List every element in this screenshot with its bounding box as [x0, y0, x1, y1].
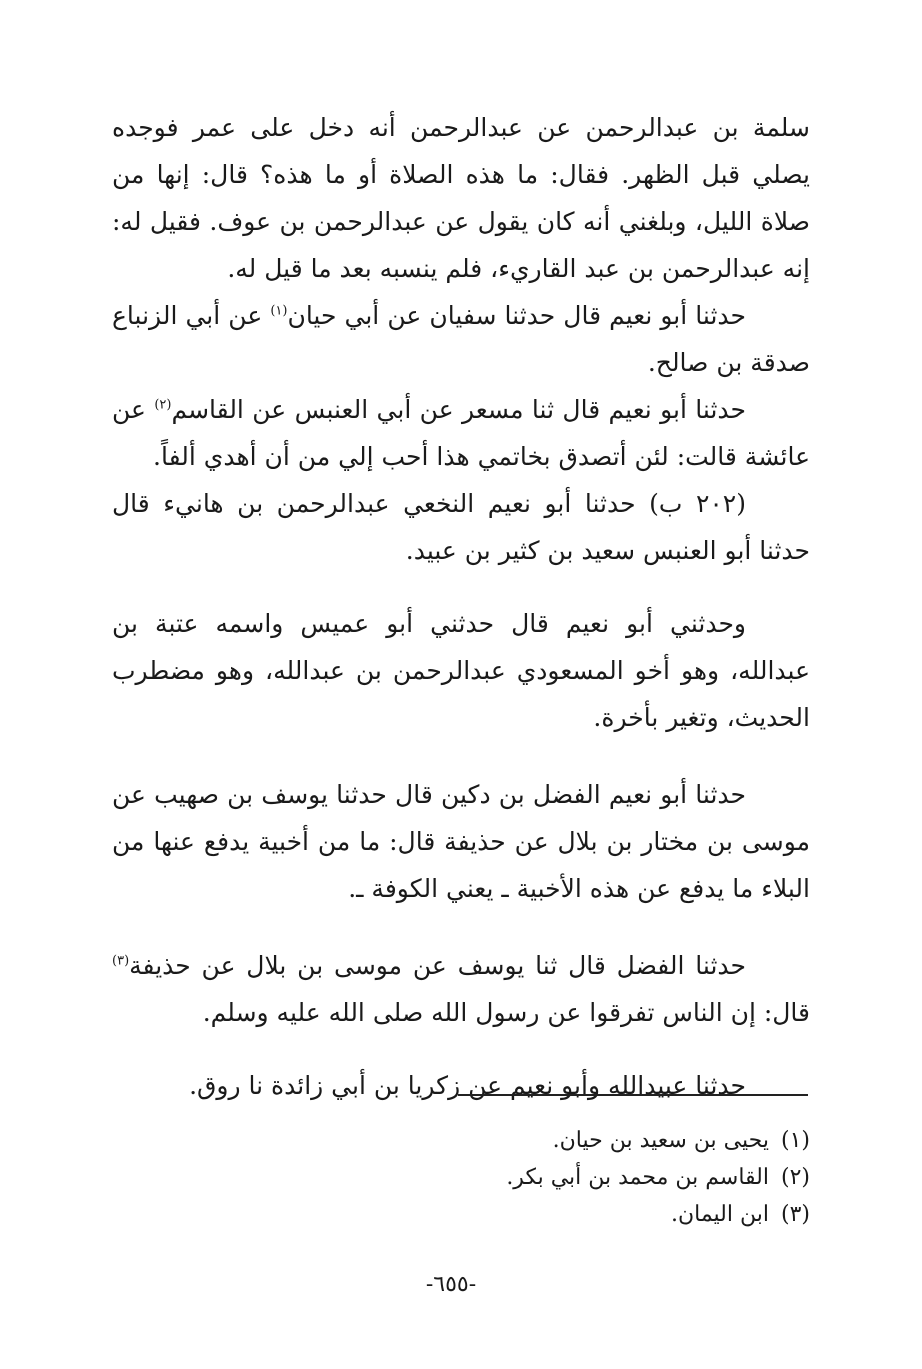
footnote-1-text: يحيى بن سعيد بن حيان. — [552, 1128, 769, 1153]
paragraph-3 — [112, 386, 810, 480]
paragraph-2-text-before: حدثنا أبو نعيم قال حدثنا سفيان عن أبي حيان — [287, 301, 746, 330]
footnote-2 — [200, 1159, 810, 1196]
footnote-1-number: (١) — [780, 1128, 810, 1153]
paragraph-6 — [112, 771, 810, 912]
page-number: -٦٥٥- — [425, 1272, 477, 1297]
paragraph-5-text: وحدثني أبو نعيم قال حدثني أبو عميس واسمه عتبة بن عبدالله، وهو أخو المسعودي عبدالرحمن بن عبدالله، وهو مضطرب الحديث، وتغير بأخرة. — [112, 609, 810, 732]
paragraph-7-text-after: قال: إن الناس تفرقوا عن رسول الله صلى الله عليه وسلم. — [202, 998, 810, 1027]
paragraph-7 — [112, 942, 810, 1036]
spacer — [112, 574, 810, 600]
footnote-2-text: القاسم بن محمد بن أبي بكر. — [506, 1165, 769, 1190]
spacer — [112, 1036, 810, 1062]
footnotes — [200, 1122, 810, 1233]
footnote-3 — [200, 1196, 810, 1233]
paragraph-2 — [112, 292, 810, 386]
paragraph-4-text: (٢٠٢ ب) حدثنا أبو نعيم النخعي عبدالرحمن بن هانيء قال حدثنا أبو العنبس سعيد بن كثير بن عبيد. — [112, 489, 810, 565]
footnote-3-number: (٣) — [780, 1202, 810, 1227]
paragraph-4 — [112, 480, 810, 574]
footnote-ref-1: (١) — [270, 303, 288, 319]
paragraph-3-text-before: حدثنا أبو نعيم قال ثنا مسعر عن أبي العنبس عن القاسم — [171, 395, 746, 424]
paragraph-1 — [112, 104, 810, 292]
footnote-ref-3: (٣) — [112, 953, 130, 969]
paragraph-8-text: حدثنا عبيدالله وأبو نعيم عن زكريا بن أبي زائدة نا روق. — [189, 1071, 746, 1100]
paragraph-1-text: سلمة بن عبدالرحمن عن عبدالرحمن أنه دخل على عمر فوجده يصلي قبل الظهر. فقال: ما هذه الصلاة أو ما هذه؟ قال: إنها من صلاة الليل، وبلغني أنه كان يقول عن عبدالرحمن بن عوف. فقيل له: إنه عبدالرحمن بن عبد القاريء، فلم ينسبه بعد ما قيل له. — [112, 113, 810, 283]
paragraph-7-text-before: حدثنا الفضل قال ثنا يوسف عن موسى بن بلال عن حذيفة — [129, 951, 746, 980]
paragraph-5 — [112, 600, 810, 741]
paragraph-3-text-after: عن عائشة قالت: لئن أتصدق بخاتمي هذا أحب إلي من أن أهدي ألفاً. — [112, 395, 810, 471]
footnote-ref-2: (٢) — [154, 397, 172, 413]
spacer — [112, 912, 810, 942]
main-text — [112, 104, 810, 1109]
paragraph-8 — [112, 1062, 810, 1109]
paragraph-2-text-after: عن أبي الزنباع صدقة بن صالح. — [112, 301, 810, 377]
footnote-divider — [458, 1094, 808, 1096]
footnote-3-text: ابن اليمان. — [670, 1202, 769, 1227]
footnote-1 — [200, 1122, 810, 1159]
paragraph-6-text: حدثنا أبو نعيم الفضل بن دكين قال حدثنا يوسف بن صهيب عن موسى بن مختار بن بلال عن حذيفة قال: ما من أخبية يدفع عنها من البلاء ما يدفع عن هذه الأخبية ـ يعني الكوفة ـ. — [112, 780, 811, 903]
footnote-2-number: (٢) — [780, 1165, 810, 1190]
spacer — [112, 741, 810, 771]
